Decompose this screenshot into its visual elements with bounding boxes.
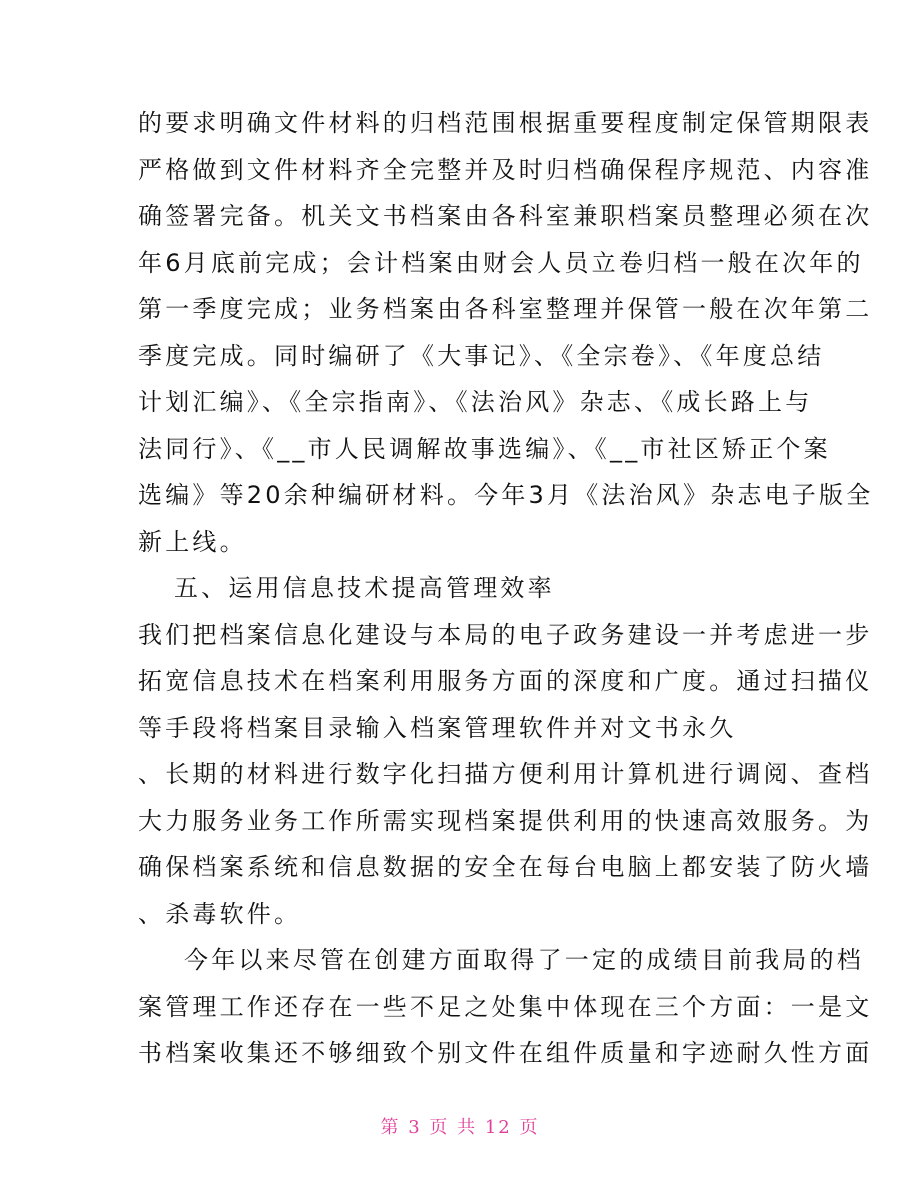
text-line: 法同行》、《__市人民调解故事选编》、《__市社区矫正个案 bbox=[138, 434, 831, 463]
text-line: 严格做到文件材料齐全完整并及时归档确保程序规范、内容准 bbox=[138, 155, 873, 184]
text-line: 案管理工作还存在一些不足之处集中体现在三个方面：一是文 bbox=[138, 992, 873, 1021]
text-line: 年6月底前完成；会计档案由财会人员立卷归档一般在次年的 bbox=[138, 248, 864, 277]
text-line: 等手段将档案目录输入档案管理软件并对文书永久 bbox=[138, 713, 737, 742]
text-line: 、杀毒软件。 bbox=[138, 899, 302, 928]
body-text bbox=[138, 100, 874, 1077]
text-line: 、长期的材料进行数字化扫描方便利用计算机进行调阅、查档 bbox=[138, 760, 873, 788]
page-number-footer: 第 3 页 共 12 页 bbox=[380, 1117, 540, 1138]
text-line: 拓宽信息技术在档案利用服务方面的深度和广度。通过扫描仪 bbox=[138, 667, 873, 695]
paragraph-start-line: 今年以来尽管在创建方面取得了一定的成绩目前我局的档 bbox=[184, 946, 864, 974]
text-line: 选编》等20余种编研材料。今年3月《法治风》杂志电子版全 bbox=[138, 481, 874, 509]
text-line: 大力服务业务工作所需实现档案提供利用的快速高效服务。为 bbox=[138, 806, 873, 835]
text-line: 的要求明确文件材料的归档范围根据重要程度制定保管期限表 bbox=[138, 109, 873, 137]
text-line: 确签署完备。机关文书档案由各科室兼职档案员整理必须在次 bbox=[138, 202, 873, 230]
text-line: 新上线。 bbox=[138, 527, 247, 556]
text-line: 书档案收集还不够细致个别文件在组件质量和字迹耐久性方面 bbox=[138, 1039, 873, 1067]
text-line: 第一季度完成；业务档案由各科室整理并保管一般在次年第二 bbox=[138, 295, 873, 323]
text-line: 季度完成。同时编研了《大事记》、《全宗卷》、《年度总结 bbox=[138, 341, 825, 370]
text-line: 计划汇编》、《全宗指南》、《法治风》杂志、《成长路上与 bbox=[138, 388, 813, 416]
text-line: 我们把档案信息化建设与本局的电子政务建设一并考虑进一步 bbox=[138, 620, 873, 649]
text-line: 确保档案系统和信息数据的安全在每台电脑上都安装了防火墙 bbox=[138, 853, 873, 881]
section-heading: 五、运用信息技术提高管理效率 bbox=[174, 574, 555, 602]
